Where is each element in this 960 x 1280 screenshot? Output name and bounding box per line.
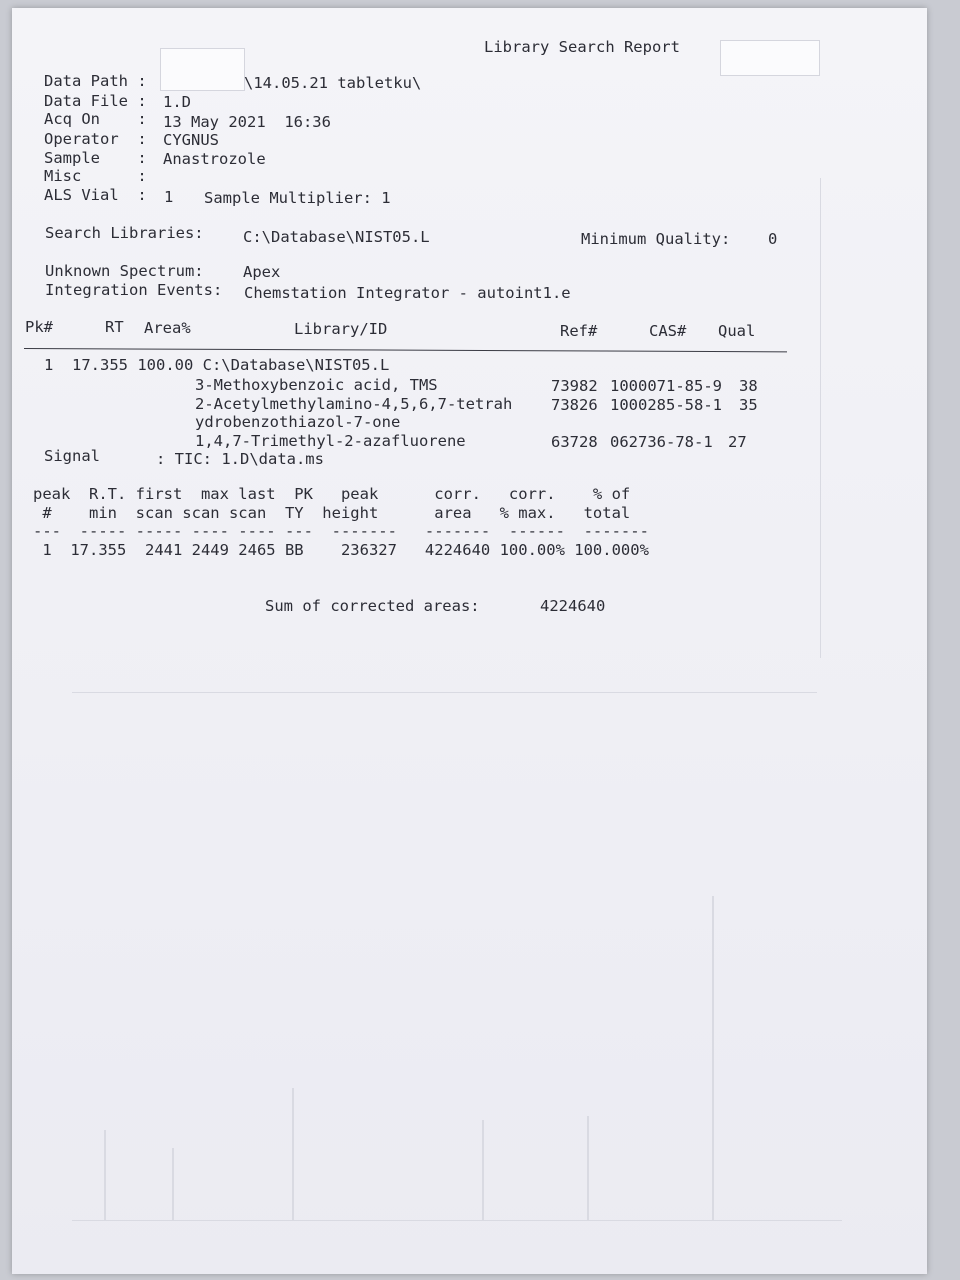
integration-data-row: 1 17.355 2441 2449 2465 BB 236327 4224640 100.00% 100.000% (33, 541, 649, 559)
sample-multiplier: Sample Multiplier: 1 (204, 189, 391, 207)
col-header-ref: Ref# (560, 322, 598, 340)
ghost-spectrum-line (482, 1120, 484, 1220)
ghost-axis-bottom (72, 692, 817, 693)
integration-dash-row: --- ----- ----- ---- ---- --- ------- ------- ------ ------- (33, 522, 649, 540)
hit-name: 2-Acetylmethylamino-4,5,6,7-tetrah (195, 395, 513, 413)
hit-cas: 1000285-58-1 (610, 396, 722, 414)
sample-value: Anastrozole (163, 150, 266, 168)
hit-ref: 73982 (551, 377, 598, 395)
hit-cas: 062736-78-1 (610, 433, 713, 451)
header-rule (24, 348, 787, 352)
hit-ref: 73826 (551, 396, 598, 414)
unknown-spectrum-label: Unknown Spectrum: (45, 262, 204, 280)
hit-name: 3-Methoxybenzoic acid, TMS (195, 376, 438, 394)
data-file-label: Data File : (44, 92, 147, 110)
hit-name-continued: ydrobenzothiazol-7-one (195, 413, 401, 431)
integration-header-row-2: # min scan scan scan TY height area % max. total (33, 504, 631, 522)
ghost-spectrum-line (712, 896, 714, 1220)
hit-ref: 63728 (551, 433, 598, 451)
col-header-library: Library/ID (294, 320, 388, 338)
hit-name: 1,4,7-Trimethyl-2-azafluorene (195, 432, 466, 450)
ghost-spectrum-axis (72, 1220, 842, 1221)
ghost-spectrum-line (292, 1088, 294, 1220)
als-vial-value: 1 (164, 188, 174, 206)
redacted-area-path (160, 48, 245, 91)
hit-qual: 35 (739, 396, 758, 414)
minimum-quality-label: Minimum Quality: (581, 230, 731, 248)
data-file-value: 1.D (163, 93, 191, 111)
redacted-area-title (720, 40, 820, 76)
unknown-spectrum-value: Apex (243, 263, 281, 281)
col-header-area: Area% (144, 319, 191, 337)
ghost-spectrum-line (104, 1130, 106, 1220)
hit-qual: 38 (739, 377, 758, 395)
signal-label: Signal (44, 447, 100, 465)
sum-value: 4224640 (540, 597, 606, 615)
col-header-pk: Pk# (25, 318, 53, 336)
operator-label: Operator : (44, 130, 147, 148)
hit-cas: 1000071-85-9 (610, 377, 722, 395)
acq-on-label: Acq On : (44, 110, 147, 128)
integration-events-label: Integration Events: (45, 281, 223, 299)
ghost-axis-right (820, 178, 821, 658)
peak-line: 1 17.355 100.00 C:\Database\NIST05.L (44, 356, 390, 374)
sample-label: Sample : (44, 149, 147, 167)
operator-value: CYGNUS (163, 131, 219, 149)
col-header-rt: RT (105, 318, 124, 336)
col-header-qual: Qual (718, 322, 756, 340)
sum-label: Sum of corrected areas: (265, 597, 480, 615)
search-libraries-value: C:\Database\NIST05.L (243, 228, 430, 246)
als-vial-label: ALS Vial : (44, 186, 147, 204)
minimum-quality-value: 0 (768, 230, 778, 248)
integration-events-value: Chemstation Integrator - autoint1.e (244, 284, 571, 302)
report-title: Library Search Report (484, 38, 680, 56)
signal-value: : TIC: 1.D\data.ms (156, 450, 324, 468)
misc-label: Misc : (44, 167, 147, 185)
acq-on-value: 13 May 2021 16:36 (163, 113, 331, 131)
ghost-spectrum-line (172, 1148, 174, 1220)
hit-qual: 27 (728, 433, 747, 451)
data-path-value: \14.05.21 tabletku\ (244, 74, 422, 92)
ghost-spectrum-line (587, 1116, 589, 1220)
data-path-label: Data Path : (44, 72, 147, 90)
report-paper (12, 8, 927, 1274)
integration-header-row-1: peak R.T. first max last PK peak corr. corr. % of (33, 485, 631, 503)
search-libraries-label: Search Libraries: (45, 224, 204, 242)
col-header-cas: CAS# (649, 322, 687, 340)
